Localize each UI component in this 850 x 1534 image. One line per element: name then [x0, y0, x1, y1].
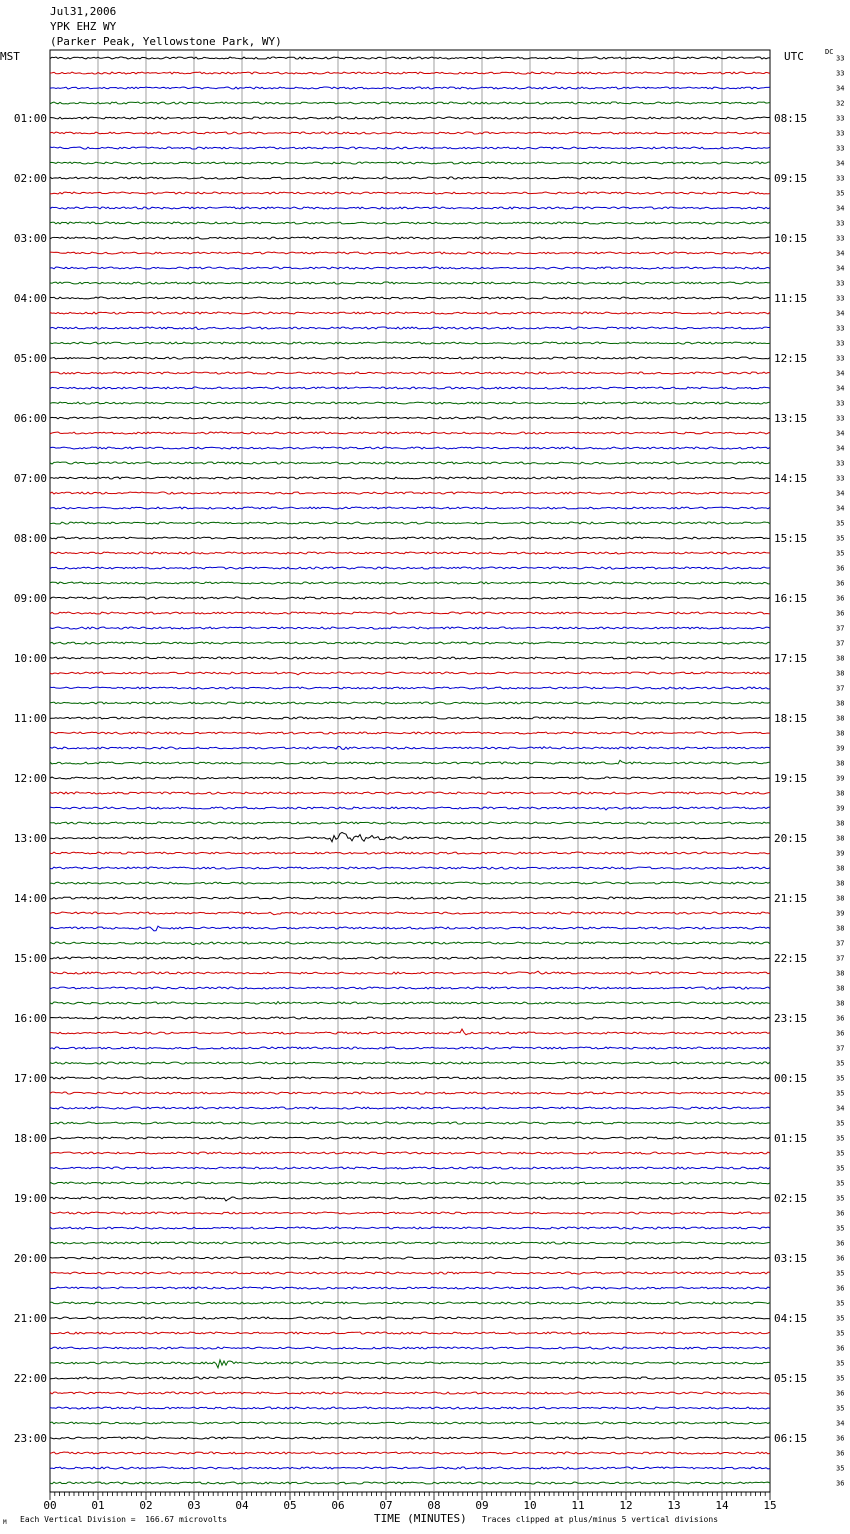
dc-offset-label: 35: [836, 1464, 845, 1473]
dc-offset-label: 36: [836, 1284, 845, 1293]
seismic-trace: [50, 1377, 770, 1379]
x-tick-label: 06: [331, 1499, 345, 1512]
seismic-trace: [50, 1002, 770, 1005]
dc-offset-label: 39: [836, 744, 845, 753]
dc-offset-label: 35: [836, 189, 845, 198]
dc-offset-label: 35: [836, 1224, 845, 1233]
right-hour-label: 10:15: [774, 232, 808, 245]
seismic-trace: [50, 1347, 770, 1349]
seismic-trace: [50, 1422, 770, 1424]
seismic-trace: [50, 132, 770, 134]
dc-offset-label: 36: [836, 1254, 845, 1263]
x-tick-label: 08: [427, 1499, 441, 1512]
dc-offset-label: 35: [836, 1074, 845, 1083]
seismic-trace: [50, 612, 770, 614]
clip-note: Traces clipped at plus/minus 5 vertical divisions: [482, 1515, 719, 1524]
seismic-trace: [50, 1332, 770, 1334]
seismic-trace: [50, 897, 770, 899]
dc-offset-label: 35: [836, 534, 845, 543]
dc-offset-label: 34: [836, 1419, 845, 1428]
right-hour-label: 17:15: [774, 652, 808, 665]
dc-offset-label: 33: [836, 324, 845, 333]
dc-offset-label: 34: [836, 1104, 845, 1113]
dc-offset-label: 35: [836, 1374, 845, 1383]
dc-offset-label: 39: [836, 804, 845, 813]
dc-offset-label: 33: [836, 114, 845, 123]
dc-offset-label: 37: [836, 684, 845, 693]
dc-offset-label: 35: [836, 519, 845, 528]
left-hour-label: 05:00: [13, 352, 47, 365]
seismic-trace: [50, 357, 770, 359]
seismic-trace: [50, 1107, 770, 1109]
seismic-trace: [50, 1360, 770, 1368]
left-hour-label: 16:00: [13, 1012, 47, 1025]
seismic-trace: [50, 102, 770, 104]
seismic-trace: [50, 372, 770, 374]
dc-offset-label: 33: [836, 474, 845, 483]
header-station: YPK EHZ WY: [50, 20, 117, 33]
left-hour-label: 02:00: [13, 172, 47, 185]
left-hour-label: 03:00: [13, 232, 47, 245]
dc-offset-label: 38: [836, 924, 845, 933]
seismic-trace: [50, 507, 770, 509]
dc-offset-label: 37: [836, 639, 845, 648]
seismic-trace: [50, 822, 770, 824]
seismic-trace: [50, 327, 770, 329]
dc-offset-label: 35: [836, 1194, 845, 1203]
seismic-trace: [50, 1482, 770, 1484]
seismic-trace: [50, 807, 770, 810]
seismic-trace: [50, 1167, 770, 1169]
seismic-trace: [50, 402, 770, 404]
seismic-trace: [50, 552, 770, 554]
seismic-trace: [50, 760, 770, 764]
seismic-trace: [50, 147, 770, 149]
seismic-trace: [50, 1137, 770, 1139]
dc-offset-label: 38: [836, 729, 845, 738]
seismic-trace: [50, 717, 770, 719]
seismic-trace: [50, 252, 770, 254]
seismic-trace: [50, 87, 770, 89]
seismic-trace: [50, 1287, 770, 1289]
dc-offset-label: 35: [836, 1149, 845, 1158]
seismic-trace: [50, 792, 770, 794]
corner-mark: M: [3, 1519, 7, 1526]
dc-offset-label: 36: [836, 579, 845, 588]
seismic-trace: [50, 777, 770, 779]
right-hour-label: 16:15: [774, 592, 808, 605]
dc-offset-label: 33: [836, 414, 845, 423]
seismic-trace: [50, 1452, 770, 1454]
seismic-trace: [50, 1017, 770, 1019]
right-hour-label: 23:15: [774, 1012, 808, 1025]
right-hour-label: 13:15: [774, 412, 808, 425]
dc-offset-label: 39: [836, 849, 845, 858]
left-hour-label: 13:00: [13, 832, 47, 845]
dc-offset-label: 38: [836, 819, 845, 828]
dc-offset-label: 35: [836, 1134, 845, 1143]
dc-offset-label: 38: [836, 969, 845, 978]
dc-offset-label: 34: [836, 264, 845, 273]
left-hour-label: 07:00: [13, 472, 47, 485]
seismic-trace: [50, 627, 770, 629]
seismic-trace: [50, 642, 770, 644]
dc-offset-label: 34: [836, 84, 845, 93]
seismic-trace: [50, 597, 770, 599]
dc-offset-label: 33: [836, 69, 845, 78]
dc-offset-label: 33: [836, 144, 845, 153]
dc-offset-label: 36: [836, 1014, 845, 1023]
header-date: Jul31,2006: [50, 5, 117, 18]
dc-offset-label: 34: [836, 489, 845, 498]
plot-frame: [50, 50, 770, 1492]
dc-offset-label: 38: [836, 714, 845, 723]
right-hour-label: 05:15: [774, 1372, 808, 1385]
seismic-trace: [50, 882, 770, 884]
dc-offset-label: 36: [836, 594, 845, 603]
left-hour-label: 01:00: [13, 112, 47, 125]
seismic-trace: [50, 732, 770, 734]
right-hour-label: 22:15: [774, 952, 808, 965]
x-tick-label: 11: [571, 1499, 585, 1512]
seismic-trace: [50, 1257, 770, 1259]
header-location: (Parker Peak, Yellowstone Park, WY): [50, 35, 282, 48]
left-hour-label: 15:00: [13, 952, 47, 965]
dc-offset-label: 37: [836, 939, 845, 948]
left-hour-label: 10:00: [13, 652, 47, 665]
dc-offset-label: 38: [836, 984, 845, 993]
seismic-trace: [50, 477, 770, 479]
seismic-trace: [50, 1437, 770, 1439]
left-hour-label: 18:00: [13, 1132, 47, 1145]
seismic-trace: [50, 582, 770, 584]
x-tick-label: 13: [667, 1499, 681, 1512]
seismic-trace: [50, 342, 770, 344]
seismic-trace: [50, 1182, 770, 1184]
seismic-trace: [50, 72, 770, 74]
dc-offset-label: 33: [836, 354, 845, 363]
x-tick-label: 00: [43, 1499, 57, 1512]
seismic-trace: [50, 432, 770, 434]
right-hour-label: 18:15: [774, 712, 808, 725]
dc-offset-label: 36: [836, 1449, 845, 1458]
dc-offset-label: 33: [836, 174, 845, 183]
dc-offset-label: 35: [836, 1164, 845, 1173]
right-hour-label: 11:15: [774, 292, 808, 305]
seismic-trace: [50, 1392, 770, 1394]
seismic-trace: [50, 162, 770, 164]
seismic-trace: [50, 207, 770, 209]
dc-offset-label: 38: [836, 669, 845, 678]
dc-offset-label: 35: [836, 1314, 845, 1323]
dc-offset-label: 33: [836, 54, 845, 63]
right-hour-label: 08:15: [774, 112, 808, 125]
dc-offset-label: 33: [836, 339, 845, 348]
seismic-trace: [50, 987, 770, 989]
left-hour-label: 23:00: [13, 1432, 47, 1445]
right-hour-label: 00:15: [774, 1072, 808, 1085]
seismic-trace: [50, 1302, 770, 1304]
dc-offset-label: 38: [836, 654, 845, 663]
seismic-trace: [50, 1047, 770, 1049]
dc-offset-label: 39: [836, 774, 845, 783]
dc-offset-header: DC: [825, 48, 834, 56]
seismic-trace: [50, 492, 770, 494]
seismic-trace: [50, 1122, 770, 1124]
seismic-trace: [50, 926, 770, 931]
dc-offset-label: 36: [836, 1479, 845, 1488]
dc-offset-label: 38: [836, 834, 845, 843]
dc-offset-label: 34: [836, 369, 845, 378]
dc-offset-label: 35: [836, 1404, 845, 1413]
right-hour-label: 04:15: [774, 1312, 808, 1325]
dc-offset-label: 35: [836, 1119, 845, 1128]
x-tick-label: 04: [235, 1499, 249, 1512]
left-hour-label: 21:00: [13, 1312, 47, 1325]
seismic-trace: [50, 1227, 770, 1229]
scale-note: Each Vertical Division = 166.67 microvolts: [20, 1515, 228, 1524]
seismic-trace: [50, 462, 770, 464]
x-tick-label: 10: [523, 1499, 537, 1512]
x-tick-label: 01: [91, 1499, 105, 1512]
dc-offset-label: 33: [836, 279, 845, 288]
x-tick-label: 02: [139, 1499, 153, 1512]
x-tick-label: 07: [379, 1499, 393, 1512]
seismic-trace: [50, 746, 770, 749]
dc-offset-label: 35: [836, 1359, 845, 1368]
dc-offset-label: 35: [836, 1269, 845, 1278]
left-timezone-label: MST: [0, 50, 20, 63]
left-hour-label: 12:00: [13, 772, 47, 785]
dc-offset-label: 34: [836, 504, 845, 513]
x-tick-label: 12: [619, 1499, 633, 1512]
seismic-trace: [50, 537, 770, 539]
left-hour-label: 09:00: [13, 592, 47, 605]
seismic-trace: [50, 702, 770, 704]
seismic-trace: [50, 1152, 770, 1154]
dc-offset-label: 38: [836, 864, 845, 873]
dc-offset-label: 34: [836, 429, 845, 438]
right-hour-label: 15:15: [774, 532, 808, 545]
seismic-trace: [50, 1062, 770, 1064]
seismic-trace: [50, 1317, 770, 1319]
dc-offset-label: 33: [836, 399, 845, 408]
seismic-trace: [50, 1407, 770, 1409]
x-tick-label: 09: [475, 1499, 489, 1512]
dc-offset-label: 36: [836, 1344, 845, 1353]
dc-offset-label: 32: [836, 99, 845, 108]
dc-offset-label: 38: [836, 759, 845, 768]
seismic-trace: [50, 267, 770, 269]
dc-offset-label: 38: [836, 879, 845, 888]
seismic-trace: [50, 387, 770, 389]
x-tick-label: 05: [283, 1499, 297, 1512]
dc-offset-label: 33: [836, 129, 845, 138]
right-hour-label: 21:15: [774, 892, 808, 905]
seismic-trace: [50, 1467, 770, 1469]
seismic-trace: [50, 297, 770, 299]
right-hour-label: 02:15: [774, 1192, 808, 1205]
dc-offset-label: 33: [836, 459, 845, 468]
x-tick-label: 03: [187, 1499, 201, 1512]
left-hour-label: 11:00: [13, 712, 47, 725]
dc-offset-label: 36: [836, 609, 845, 618]
left-hour-label: 08:00: [13, 532, 47, 545]
dc-offset-label: 38: [836, 999, 845, 1008]
seismic-trace: [50, 447, 770, 449]
dc-offset-label: 37: [836, 1044, 845, 1053]
dc-offset-label: 33: [836, 294, 845, 303]
right-hour-label: 06:15: [774, 1432, 808, 1445]
right-hour-label: 03:15: [774, 1252, 808, 1265]
dc-offset-label: 33: [836, 219, 845, 228]
seismic-trace: [50, 687, 770, 689]
seismic-trace: [50, 912, 770, 915]
x-tick-label: 14: [715, 1499, 729, 1512]
dc-offset-label: 34: [836, 444, 845, 453]
seismic-trace: [50, 672, 770, 675]
right-hour-label: 14:15: [774, 472, 808, 485]
dc-offset-label: 36: [836, 1434, 845, 1443]
seismic-trace: [50, 1197, 770, 1201]
right-hour-label: 20:15: [774, 832, 808, 845]
seismic-trace: [50, 1272, 770, 1274]
seismic-trace: [50, 957, 770, 959]
dc-offset-label: 36: [836, 1029, 845, 1038]
dc-offset-label: 37: [836, 954, 845, 963]
right-hour-label: 19:15: [774, 772, 808, 785]
dc-offset-label: 37: [836, 624, 845, 633]
seismic-trace: [50, 1029, 770, 1035]
left-hour-label: 22:00: [13, 1372, 47, 1385]
right-hour-label: 01:15: [774, 1132, 808, 1145]
dc-offset-label: 35: [836, 1299, 845, 1308]
seismic-trace: [50, 117, 770, 119]
seismic-trace: [50, 567, 770, 569]
dc-offset-label: 36: [836, 1209, 845, 1218]
seismic-trace: [50, 1077, 770, 1079]
seismic-trace: [50, 657, 770, 659]
seismic-trace: [50, 971, 770, 974]
seismic-trace: [50, 832, 770, 841]
left-hour-label: 06:00: [13, 412, 47, 425]
seismic-trace: [50, 852, 770, 854]
dc-offset-label: 35: [836, 1059, 845, 1068]
dc-offset-label: 34: [836, 309, 845, 318]
seismic-trace: [50, 522, 770, 524]
dc-offset-label: 34: [836, 384, 845, 393]
seismic-trace: [50, 222, 770, 224]
dc-offset-label: 34: [836, 159, 845, 168]
left-hour-label: 20:00: [13, 1252, 47, 1265]
dc-offset-label: 38: [836, 894, 845, 903]
dc-offset-label: 34: [836, 204, 845, 213]
left-hour-label: 04:00: [13, 292, 47, 305]
right-hour-label: 12:15: [774, 352, 808, 365]
dc-offset-label: 36: [836, 1389, 845, 1398]
right-timezone-label: UTC: [784, 50, 804, 63]
right-hour-label: 09:15: [774, 172, 808, 185]
dc-offset-label: 36: [836, 1239, 845, 1248]
seismic-trace: [50, 867, 770, 869]
dc-offset-label: 35: [836, 1329, 845, 1338]
left-hour-label: 17:00: [13, 1072, 47, 1085]
seismic-trace: [50, 177, 770, 179]
dc-offset-label: 33: [836, 234, 845, 243]
seismic-trace: [50, 1212, 770, 1214]
x-axis-title: TIME (MINUTES): [374, 1512, 467, 1525]
seismic-trace: [50, 1092, 770, 1094]
dc-offset-label: 38: [836, 789, 845, 798]
left-hour-label: 19:00: [13, 1192, 47, 1205]
seismic-trace: [50, 192, 770, 194]
x-tick-label: 15: [763, 1499, 777, 1512]
seismic-trace: [50, 942, 770, 945]
left-hour-label: 14:00: [13, 892, 47, 905]
seismic-trace: [50, 417, 770, 419]
seismic-trace: [50, 312, 770, 314]
dc-offset-label: 36: [836, 564, 845, 573]
seismic-trace: [50, 57, 770, 59]
dc-offset-label: 35: [836, 1089, 845, 1098]
dc-offset-label: 35: [836, 1179, 845, 1188]
dc-offset-label: 34: [836, 249, 845, 258]
dc-offset-label: 35: [836, 549, 845, 558]
dc-offset-label: 39: [836, 909, 845, 918]
dc-offset-label: 38: [836, 699, 845, 708]
seismic-trace: [50, 282, 770, 284]
seismic-trace: [50, 1242, 770, 1244]
seismic-trace: [50, 237, 770, 239]
